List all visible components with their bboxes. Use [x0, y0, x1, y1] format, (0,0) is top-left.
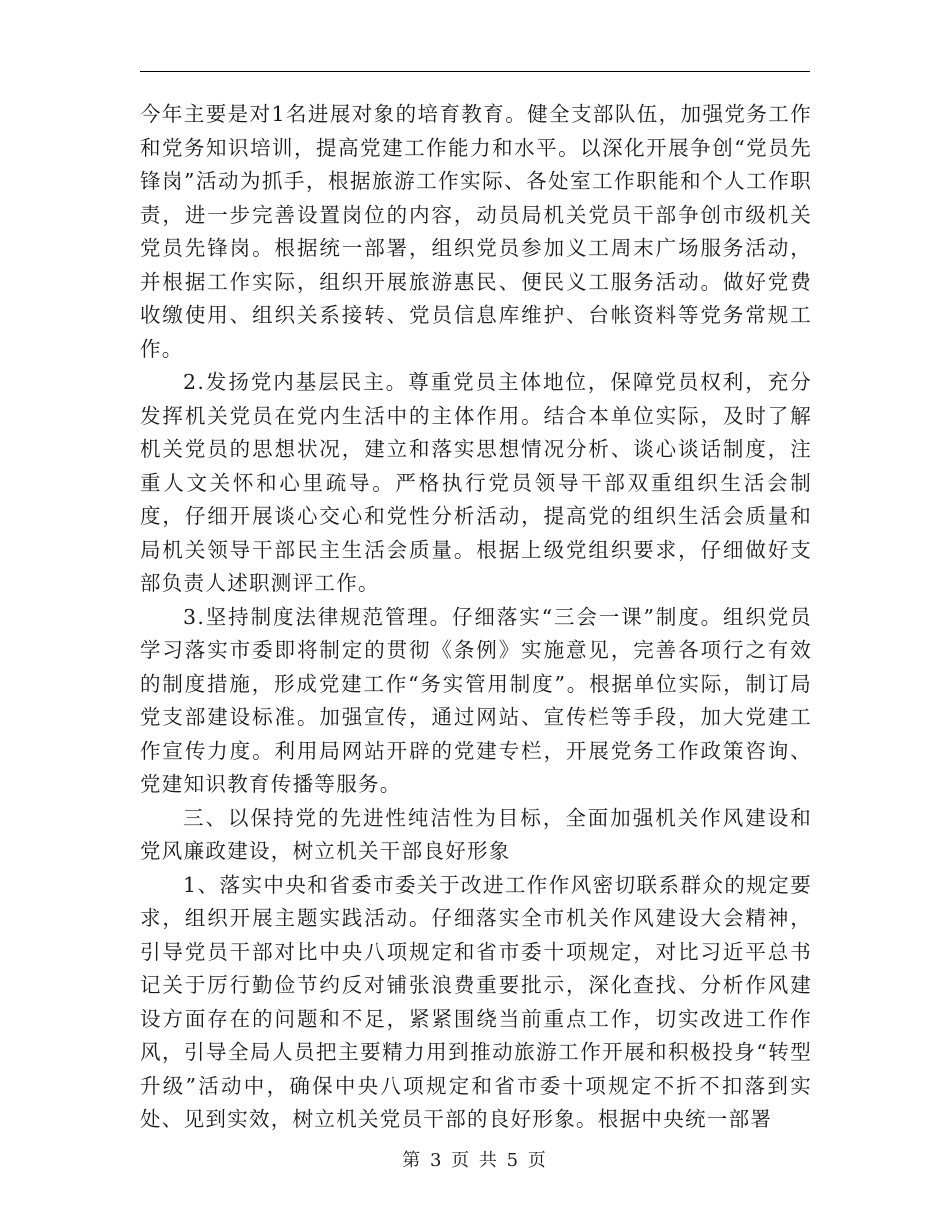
paragraph-work-style: 1、落实中央和省委市委关于改进工作作风密切联系群众的规定要求，组织开展主题实践活动。仔细落实全市机关作风建设大会精神，引导党员干部对比中央八项规定和省市委十项规定，对比习近平总书记关于厉行勤俭节约反对铺张浪费重要批示，深化查找、分析作风建设方面存在的问题和不足，紧紧围绕当前重点工作，切实改进工作作风，引导全局人员把主要精力用到推动旅游工作开展和积极投身“转型升级”活动中，确保中央八项规定和省市委十项规定不折不扣落到实处、见到实效，树立机关党员干部的良好形象。根据中央统一部署	[140, 872, 812, 1131]
page-body	[140, 98, 812, 1137]
paragraph-democracy: 2.发扬党内基层民主。尊重党员主体地位，保障党员权利，充分发挥机关党员在党内生活中的主体作用。结合本单位实际，及时了解机关党员的思想状况，建立和落实思想情况分析、谈心谈话制度，注重人文关怀和心里疏导。严格执行党员领导干部双重组织生活会制度，仔细开展谈心交心和党性分析活动，提高党的组织生活会质量和局机关领导干部民主生活会质量。根据上级党组织要求，仔细做好支部负责人述职测评工作。	[140, 370, 812, 595]
paragraph-regulation: 3.坚持制度法律规范管理。仔细落实“三会一课”制度。组织党员学习落实市委即将制定的贯彻《条例》实施意见，完善各项行之有效的制度措施，形成党建工作“务实管用制度”。根据单位实际，制订局党支部建设标准。加强宣传，通过网站、宣传栏等手段，加大党建工作宣传力度。利用局网站开辟的党建专栏，开展党务工作政策咨询、党建知识教育传播等服务。	[140, 604, 812, 796]
header-rule	[140, 71, 810, 72]
paragraph-training: 今年主要是对1名进展对象的培育教育。健全支部队伍，加强党务工作和党务知识培训，提高党建工作能力和水平。以深化开展争创“党员先锋岗”活动为抓手，根据旅游工作实际、各处室工作职能和个人工作职责，进一步完善设置岗位的内容，动员局机关党员干部争创市级机关党员先锋岗。根据统一部署，组织党员参加义工周末广场服务活动，并根据工作实际，组织开展旅游惠民、便民义工服务活动。做好党费收缴使用、组织关系接转、党员信息库维护、台帐资料等党务常规工作。	[140, 102, 812, 361]
page-footer: 第 3 页 共 5 页	[402, 1150, 548, 1171]
section-heading-three: 三、以保持党的先进性纯洁性为目标，全面加强机关作风建设和党风廉政建设，树立机关干部良好形象	[140, 805, 812, 863]
